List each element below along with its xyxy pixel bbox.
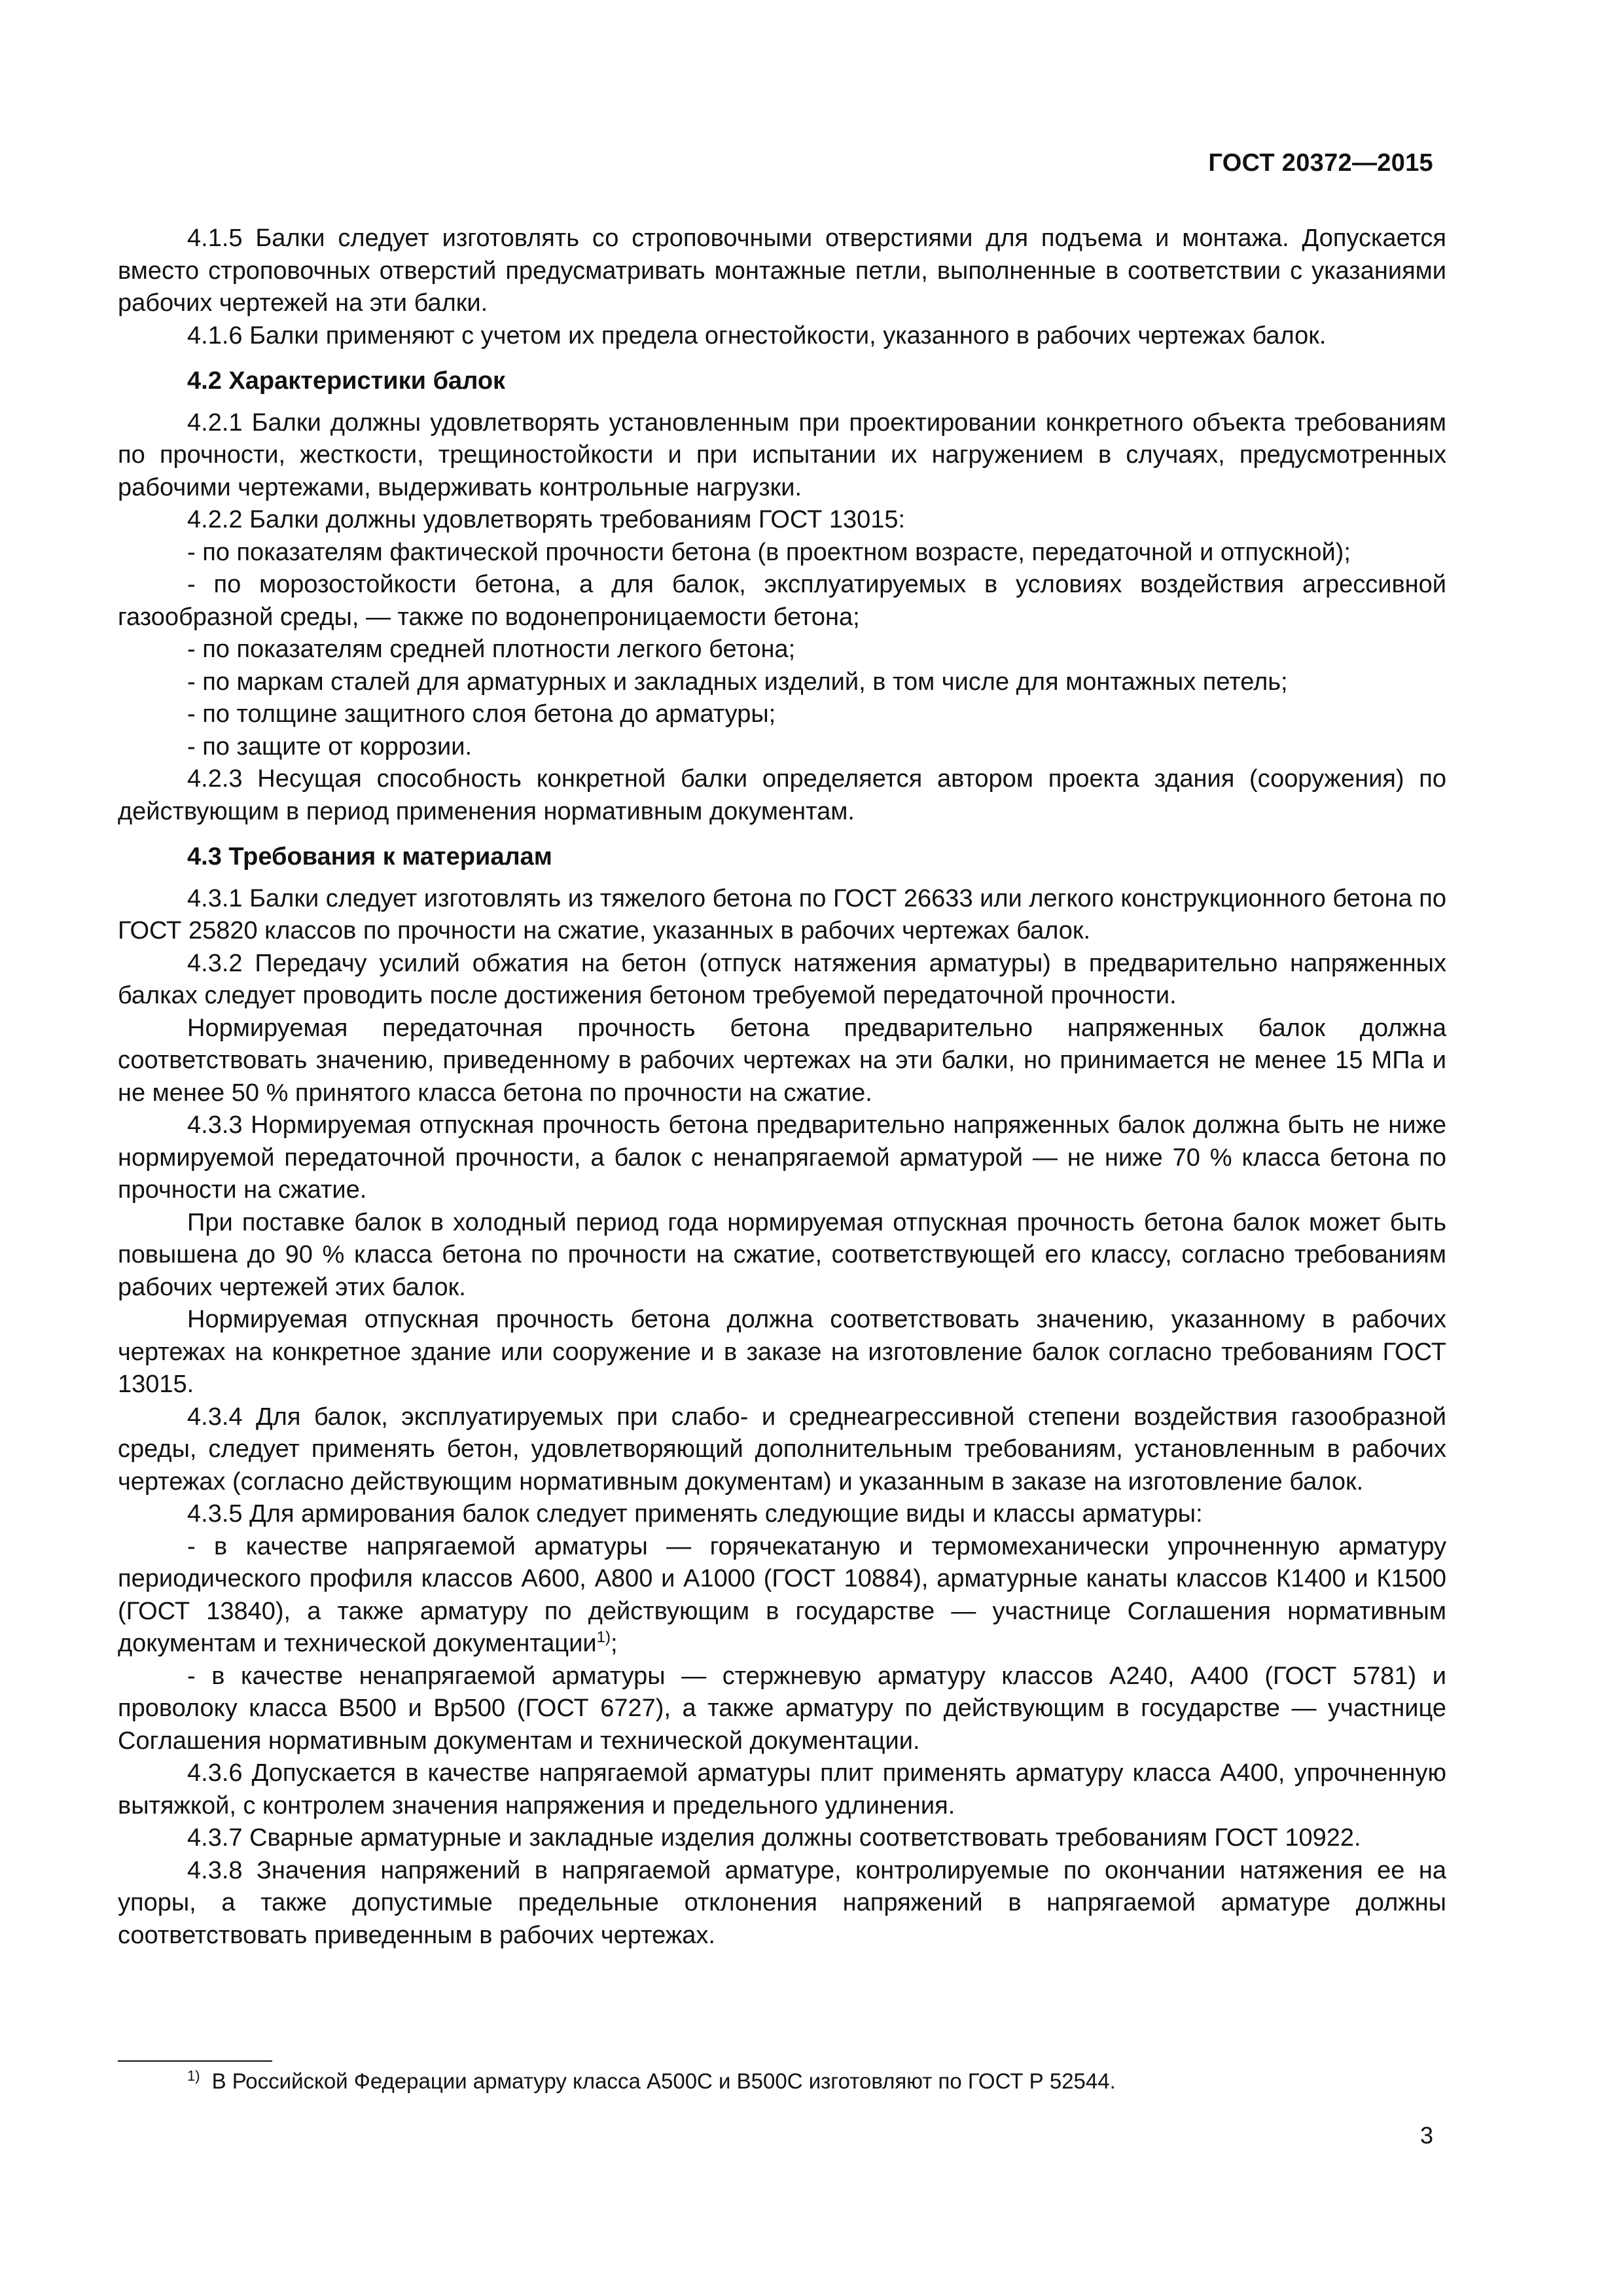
block-text: 4.3.7 Сварные арматурные и закладные изделия должны соответствовать требованиям ГОСТ 10922. (187, 1824, 1361, 1852)
section-heading (118, 365, 1446, 398)
paragraph (118, 1498, 1446, 1531)
list-item (118, 1660, 1446, 1758)
block-text: - по показателям фактической прочности бетона (в проектном возрасте, передаточной и отпускной); (187, 538, 1351, 566)
paragraph (118, 883, 1446, 948)
block-text: 4.2.3 Несущая способность конкретной балки определяется автором проекта здания (сооружения) по действующим в период применения нормативным документам. (118, 765, 1446, 825)
paragraph (118, 1207, 1446, 1304)
block-text: - по маркам сталей для арматурных и закладных изделий, в том числе для монтажных петель; (187, 668, 1288, 696)
paragraph (118, 320, 1446, 353)
document-body (118, 223, 1446, 1952)
paragraph (118, 407, 1446, 505)
block-text: Нормируемая передаточная прочность бетона предварительно напряженных балок должна соответствовать значению, приведенному в рабочих чертежах на эти балки, но принимается не менее 15 МПа и не менее 50 % принятого класса бетона по прочности на сжатие. (118, 1014, 1446, 1107)
list-item (118, 1531, 1446, 1660)
list-item (118, 731, 1446, 764)
block-text: - по показателям средней плотности легкого бетона; (187, 636, 796, 663)
paragraph (118, 1013, 1446, 1110)
block-text: - по толщине защитного слоя бетона до арматуры; (187, 700, 776, 728)
block-text: 4.3.8 Значения напряжений в напрягаемой арматуре, контролируемые по окончании натяжения ее на упоры, а также допустимые предельные отклонения напряжений в напрягаемой арматуре должны соответствовать приведенным в рабочих чертежах. (118, 1856, 1446, 1949)
block-text: - по морозостойкости бетона, а для балок, эксплуатируемых в условиях воздействия агрессивной газообразной среды, — также по водонепроницаемости бетона; (118, 571, 1446, 631)
paragraph (118, 948, 1446, 1013)
block-text: 4.2.2 Балки должны удовлетворять требованиям ГОСТ 13015: (187, 506, 906, 533)
block-text: 4.2 Характеристики балок (187, 367, 506, 395)
block-tail: ; (611, 1630, 618, 1657)
block-text: - в качестве напрягаемой арматуры — горячекатаную и термомеханически упрочненную арматуру периодического профиля классов А600, А800 и А1000 (ГОСТ 10884), арматурные канаты классов К1400 и К1500 (ГОСТ 13840), а также арматуру по действующим в государстве — участнице Соглашения нормативным документам и технической документации (118, 1532, 1446, 1657)
list-item (118, 537, 1446, 569)
paragraph (118, 1304, 1446, 1401)
block-text: 4.3.3 Нормируемая отпускная прочность бетона предварительно напряженных балок должна быть не ниже нормируемой передаточной прочности, а балок с ненапрягаемой арматурой — не ниже 70 % класса бетона по прочности на сжатие. (118, 1111, 1446, 1204)
paragraph (118, 1855, 1446, 1952)
list-item (118, 666, 1446, 699)
block-text: 4.3.2 Передачу усилий обжатия на бетон (отпуск натяжения арматуры) в предварительно напряженных балках следует проводить после достижения бетоном требуемой передаточной прочности. (118, 949, 1446, 1009)
block-text: - по защите от коррозии. (187, 732, 473, 761)
block-text: - в качестве ненапрягаемой арматуры — стержневую арматуру классов А240, А400 (ГОСТ 5781) и проволоку класса В500 и Вр500 (ГОСТ 6727), а также арматуру по действующим в государстве — участнице Соглашения нормативным документам и технической документации. (118, 1662, 1446, 1755)
paragraph (118, 504, 1446, 537)
document-header-id: ГОСТ 20372—2015 (1208, 149, 1433, 177)
paragraph (118, 223, 1446, 320)
footnote-reference: 1) (596, 1628, 611, 1646)
list-item (118, 569, 1446, 634)
paragraph (118, 1822, 1446, 1855)
paragraph (118, 763, 1446, 828)
block-text: 4.1.6 Балки применяют с учетом их предела огнестойкости, указанного в рабочих чертежах балок. (187, 321, 1327, 350)
block-text: 4.3.6 Допускается в качестве напрягаемой арматуры плит применять арматуру класса А400, упрочненную вытяжкой, с контролем значения напряжения и предельного удлинения. (118, 1759, 1446, 1820)
section-heading (118, 841, 1446, 874)
footnote-text: В Российской Федерации арматуру класса А500С и В500С изготовляют по ГОСТ Р 52544. (211, 2069, 1116, 2093)
block-text: 4.2.1 Балки должны удовлетворять установленным при проектировании конкретного объекта требованиям по прочности, жесткости, трещиностойкости и при испытании их нагружением в случаях, предусмотренных рабочими чертежами, выдерживать контрольные нагрузки. (118, 408, 1446, 501)
block-text: 4.3.5 Для армирования балок следует применять следующие виды и классы арматуры: (187, 1500, 1203, 1528)
list-item (118, 634, 1446, 666)
paragraph (118, 1109, 1446, 1207)
page-number: 3 (1419, 2122, 1433, 2149)
block-text: 4.3.4 Для балок, эксплуатируемых при слабо- и среднеагрессивной степени воздействия газообразной среды, следует применять бетон, удовлетворяющий дополнительным требованиям, установленным в рабочих чертежах (согласно действующим нормативным документам) и указанным в заказе на изготовление балок. (118, 1403, 1446, 1496)
paragraph (118, 1401, 1446, 1499)
block-text: 4.1.5 Балки следует изготовлять со строповочными отверстиями для подъема и монтажа. Допускается вместо строповочных отверстий предусматривать монтажные петли, выполненные в соответствии с указаниями рабочих чертежей на эти балки. (118, 224, 1446, 317)
paragraph (118, 1757, 1446, 1822)
block-text: При поставке балок в холодный период года нормируемая отпускная прочность бетона балок может быть повышена до 90 % класса бетона по прочности на сжатие, соответствующей его классу, согласно требованиям рабочих чертежей этих балок. (118, 1208, 1446, 1301)
footnote (187, 2067, 1116, 2096)
list-item (118, 698, 1446, 731)
block-text: 4.3.1 Балки следует изготовлять из тяжелого бетона по ГОСТ 26633 или легкого конструкционного бетона по ГОСТ 25820 классов по прочности на сжатие, указанных в рабочих чертежах балок. (118, 884, 1446, 944)
footnote-divider (118, 2060, 272, 2062)
footnote-mark: 1) (187, 2068, 200, 2084)
block-text: Нормируемая отпускная прочность бетона должна соответствовать значению, указанному в рабочих чертежах на конкретное здание или сооружение и в заказе на изготовление балок согласно требованиям ГОСТ 13015. (118, 1306, 1446, 1398)
block-text: 4.3 Требования к материалам (187, 843, 552, 870)
